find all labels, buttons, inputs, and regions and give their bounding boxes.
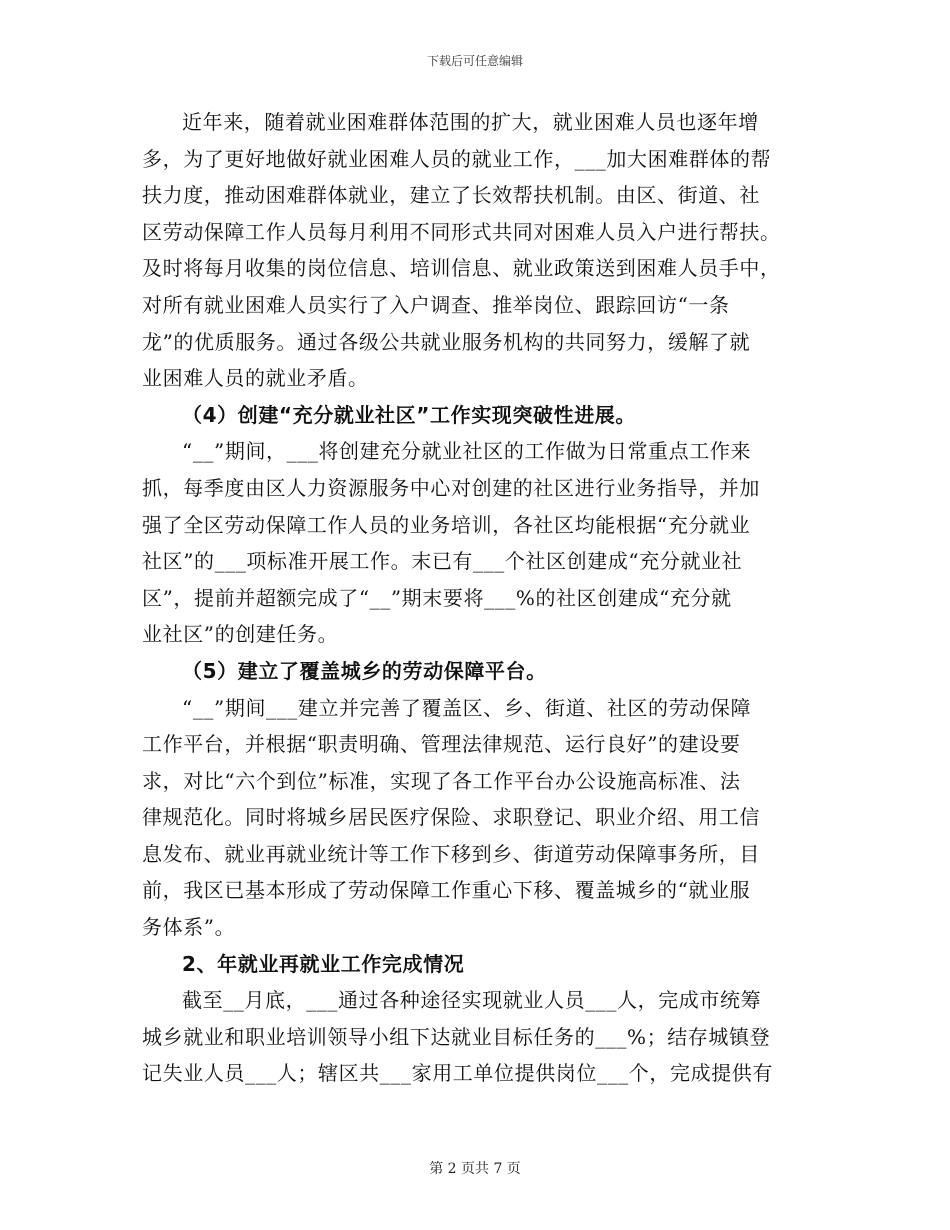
text-line: 抓，每季度由区人力资源服务中心对创建的社区进行业务指导，并加 xyxy=(142,475,760,500)
text-line: 城乡就业和职业培训领导小组下达就业目标任务的___%；结存城镇登 xyxy=(142,1024,771,1049)
text-line: 前，我区已基本形成了劳动保障工作重心下移、覆盖城乡的“就业服 xyxy=(142,878,751,903)
document-body xyxy=(142,104,808,1092)
paragraph-completion-status xyxy=(142,982,808,1092)
text-line: 求，对比“六个到位”标准，实现了各工作平台办公设施高标准、法 xyxy=(142,768,741,793)
text-line: 业困难人员的就业矛盾。 xyxy=(142,366,369,391)
text-line: 区劳动保障工作人员每月利用不同形式共同对困难人员入户进行帮扶。 xyxy=(142,219,781,244)
text-line: 业社区”的创建任务。 xyxy=(142,622,339,647)
text-line: 记失业人员___人；辖区共___家用工单位提供岗位___个，完成提供有 xyxy=(142,1061,773,1086)
paragraph-labor-security-platform xyxy=(142,690,808,946)
paragraph-full-employment-community xyxy=(142,433,808,653)
text-line: 截至__月底，___通过各种途径实现就业人员___人，完成市统筹 xyxy=(182,988,762,1013)
text-line: 区”，提前并超额完成了“__”期末要将___%的社区创建成“充分就 xyxy=(142,585,732,610)
text-line: 及时将每月收集的岗位信息、培训信息、就业政策送到困难人员手中， xyxy=(142,256,781,281)
text-line: 龙”的优质服务。通过各级公共就业服务机构的共同努力，缓解了就 xyxy=(142,329,751,354)
page-number: 第 2 页共 7 页 xyxy=(429,1161,521,1177)
page-header: 下载后可任意编辑 xyxy=(426,54,523,68)
text-line: “__”期间___建立并完善了覆盖区、乡、街道、社区的劳动保障 xyxy=(182,695,752,720)
text-line: “__”期间，___将创建充分就业社区的工作做为日常重点工作来 xyxy=(182,439,752,464)
section-heading-2: 2、年就业再就业工作完成情况 xyxy=(182,951,465,976)
section-heading-5: （5）建立了覆盖城乡的劳动保障平台。 xyxy=(182,658,547,683)
text-line: 强了全区劳动保障工作人员的业务培训，各社区均能根据“充分就业 xyxy=(142,512,751,537)
text-line: 近年来，随着就业困难群体范围的扩大，就业困难人员也逐年增 xyxy=(182,110,759,134)
text-line: 律规范化。同时将城乡居民医疗保险、求职登记、职业介绍、用工信 xyxy=(142,805,760,830)
paragraph-employment-assistance xyxy=(142,104,808,397)
text-line: 工作平台，并根据“职责明确、管理法律规范、运行良好”的建设要 xyxy=(142,732,741,757)
text-line: 多，为了更好地做好就业困难人员的就业工作，___加大困难群体的帮 xyxy=(142,146,772,171)
text-line: 扶力度，推动困难群体就业，建立了长效帮扶机制。由区、街道、社 xyxy=(142,183,760,208)
text-line: 对所有就业困难人员实行了入户调查、推举岗位、跟踪回访“一条 xyxy=(142,292,730,317)
text-line: 务体系”。 xyxy=(142,915,236,940)
text-line: 息发布、就业再就业统计等工作下移到乡、街道劳动保障事务所，目 xyxy=(142,841,760,866)
section-heading-4: （4）创建“充分就业社区”工作实现突破性进展。 xyxy=(182,402,637,427)
text-line: 社区”的___项标准开展工作。末已有___个社区创建成“充分就业社 xyxy=(142,549,743,574)
